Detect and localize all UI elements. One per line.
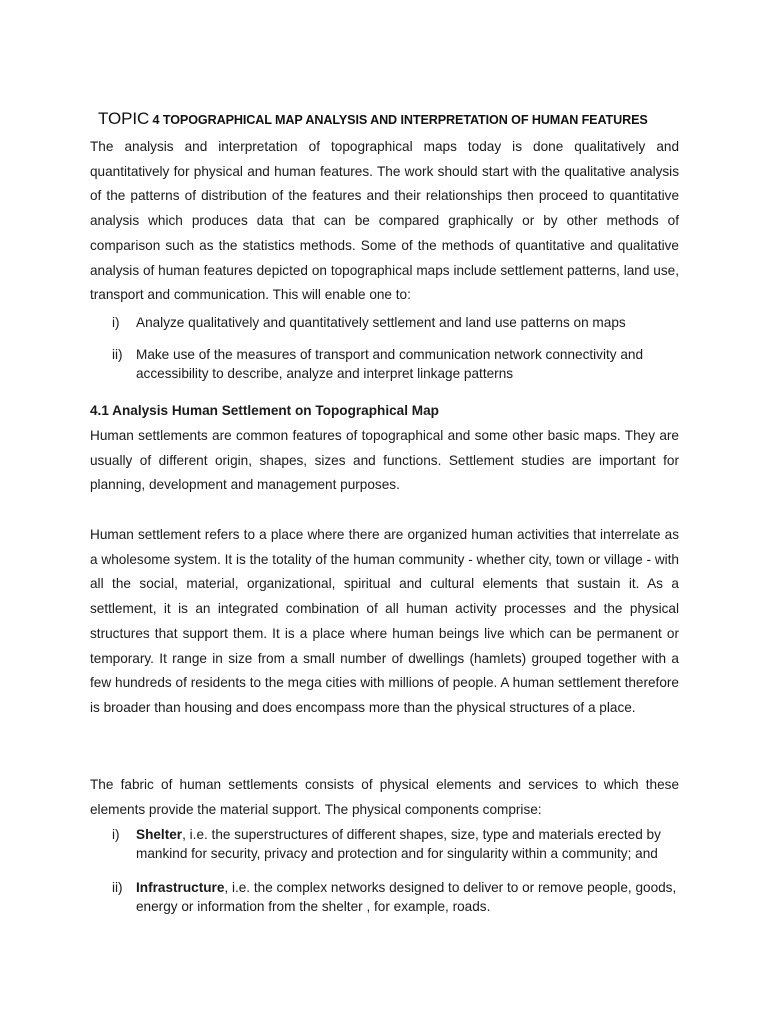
- component-description: , i.e. the complex networks designed to deliver to or remove people, goods, energy or information from the shelter , for example, roads.: [136, 880, 677, 914]
- section-paragraph-3: The fabric of human settlements consists of physical elements and services to which these elements provide the material support. The physical components comprise:: [90, 777, 679, 817]
- component-term: Infrastructure: [136, 880, 225, 895]
- title-rest: 4 TOPOGRAPHICAL MAP ANALYSIS AND INTERPRETATION OF HUMAN FEATURES: [149, 113, 648, 127]
- objective-text: Make use of the measures of transport and communication network connectivity and accessibility to describe, analyze and interpret linkage patterns: [136, 347, 644, 381]
- section-paragraph-2: Human settlement refers to a place where there are organized human activities that interrelate as a wholesome system. It is the totality of the human community - whether city, town or village - with all the social, material, organizational, spiritual and cultural elements that sustain it. As a settlement, it is an integrated combination of all human activity processes and the physical structures that support them. It is a place where human beings live which can be permanent or temporary. It range in size from a small number of dwellings (hamlets) grouped together with a few hundreds of residents to the mega cities with millions of people. A human settlement therefore is broader than housing and does encompass more than the physical structures of a place.: [90, 527, 679, 715]
- page-title: [98, 109, 678, 129]
- list-number: ii): [112, 880, 123, 895]
- component-text: [136, 826, 679, 863]
- section-heading: 4.1 Analysis Human Settlement on Topographical Map: [90, 403, 439, 418]
- objective-text: Analyze qualitatively and quantitatively settlement and land use patterns on maps: [136, 315, 626, 330]
- list-number: ii): [112, 347, 123, 362]
- component-description: , i.e. the superstructures of different shapes, size, type and materials erected by mankind for security, privacy and protection and for singularity within a community; and: [136, 827, 661, 861]
- section-paragraph-1: Human settlements are common features of topographical and some other basic maps. They are usually of different origin, shapes, sizes and functions. Settlement studies are important for planning, development and management purposes.: [90, 428, 679, 493]
- component-text: [136, 879, 679, 916]
- list-number: i): [112, 315, 120, 330]
- intro-paragraph: The analysis and interpretation of topographical maps today is done qualitatively and quantitatively for physical and human features. The work should start with the qualitative analysis of the patterns of distribution of the features and their relationships then proceed to quantitative analysis which produces data that can be compared graphically or by other methods of comparison such as the statistics methods. Some of the methods of quantitative and qualitative analysis of human features depicted on topographical maps include settlement patterns, land use, transport and communication. This will enable one to:: [90, 139, 679, 303]
- component-term: Shelter: [136, 827, 183, 842]
- title-prefix: TOPIC: [98, 109, 150, 128]
- list-number: i): [112, 827, 120, 842]
